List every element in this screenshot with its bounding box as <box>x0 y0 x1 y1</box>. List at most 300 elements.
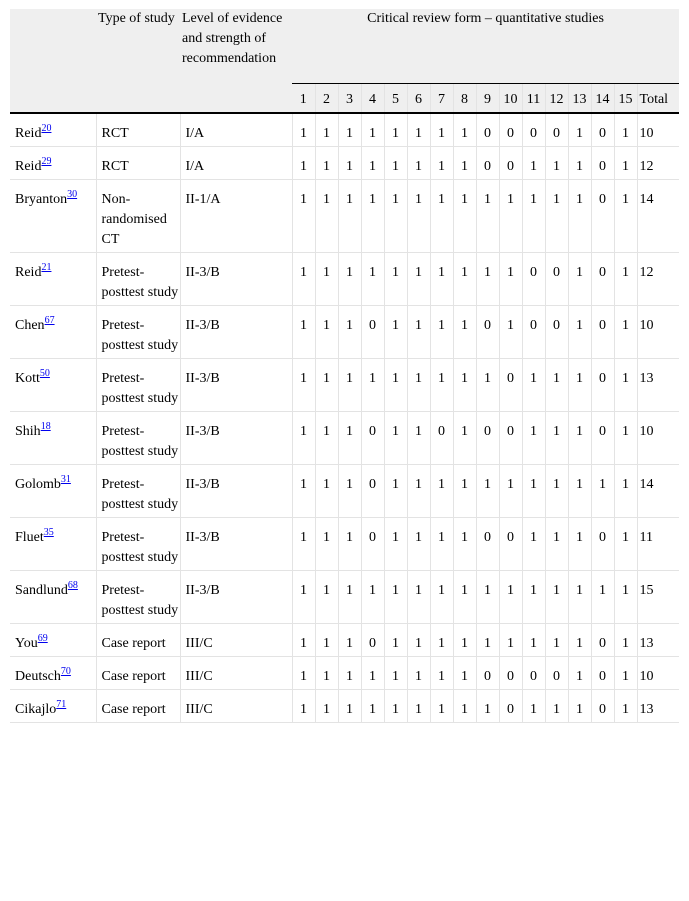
total-cell: 15 <box>637 571 679 624</box>
score-cell: 0 <box>591 412 614 465</box>
total-cell: 12 <box>637 253 679 306</box>
score-cell: 0 <box>499 147 522 180</box>
table-row <box>10 147 679 180</box>
score-cell: 1 <box>430 518 453 571</box>
score-cell: 1 <box>614 657 637 690</box>
score-cell: 1 <box>292 465 315 518</box>
item-number-header: 8 <box>453 84 476 113</box>
score-cell: 1 <box>614 147 637 180</box>
table-row <box>10 113 679 147</box>
score-cell: 0 <box>591 359 614 412</box>
table-row <box>10 180 679 253</box>
score-cell: 1 <box>315 465 338 518</box>
score-cell: 1 <box>384 412 407 465</box>
table-row <box>10 306 679 359</box>
item-number-header: 14 <box>591 84 614 113</box>
score-cell: 1 <box>568 113 591 147</box>
score-cell: 1 <box>614 412 637 465</box>
author-cell <box>10 518 96 571</box>
score-cell: 0 <box>591 253 614 306</box>
score-cell: 0 <box>476 412 499 465</box>
item-number-header: 10 <box>499 84 522 113</box>
author-cell <box>10 306 96 359</box>
item-number-header: 7 <box>430 84 453 113</box>
study-type-cell: Pretest-posttest study <box>96 253 180 306</box>
score-cell: 0 <box>476 306 499 359</box>
score-cell: 1 <box>430 147 453 180</box>
score-cell: 1 <box>453 412 476 465</box>
author-name: Reid <box>15 265 42 280</box>
score-cell: 1 <box>499 180 522 253</box>
score-cell: 1 <box>522 147 545 180</box>
item-number-header: 5 <box>384 84 407 113</box>
author-name: Bryanton <box>15 192 68 207</box>
score-cell: 1 <box>545 624 568 657</box>
score-cell: 1 <box>568 624 591 657</box>
score-cell: 1 <box>315 412 338 465</box>
score-cell: 1 <box>614 690 637 723</box>
study-type-cell: Case report <box>96 624 180 657</box>
score-cell: 0 <box>545 113 568 147</box>
score-cell: 0 <box>591 147 614 180</box>
total-cell: 11 <box>637 518 679 571</box>
score-cell: 1 <box>545 147 568 180</box>
score-cell: 0 <box>361 306 384 359</box>
item-number-header: 4 <box>361 84 384 113</box>
score-cell: 1 <box>407 180 430 253</box>
score-cell: 1 <box>430 465 453 518</box>
score-cell: 1 <box>338 690 361 723</box>
score-cell: 1 <box>591 571 614 624</box>
score-cell: 1 <box>568 518 591 571</box>
table-row <box>10 690 679 723</box>
score-cell: 1 <box>568 147 591 180</box>
critical-review-table <box>10 9 679 723</box>
score-cell: 0 <box>522 253 545 306</box>
author-name: Reid <box>15 159 42 174</box>
study-type-cell: Pretest-posttest study <box>96 518 180 571</box>
reference-link[interactable]: 30 <box>67 189 78 200</box>
score-cell: 1 <box>315 571 338 624</box>
author-cell <box>10 465 96 518</box>
score-cell: 0 <box>476 518 499 571</box>
total-cell: 10 <box>637 657 679 690</box>
score-cell: 1 <box>568 180 591 253</box>
table-row <box>10 624 679 657</box>
study-type-cell: RCT <box>96 113 180 147</box>
total-cell: 10 <box>637 306 679 359</box>
item-number-header: 1 <box>292 84 315 113</box>
score-cell: 0 <box>591 518 614 571</box>
table-body <box>10 113 679 723</box>
score-cell: 1 <box>407 624 430 657</box>
total-cell: 14 <box>637 465 679 518</box>
score-cell: 0 <box>522 113 545 147</box>
score-cell: 1 <box>292 180 315 253</box>
score-cell: 0 <box>499 690 522 723</box>
score-cell: 0 <box>361 518 384 571</box>
evidence-level-cell: I/A <box>180 113 292 147</box>
score-cell: 1 <box>361 113 384 147</box>
score-cell: 0 <box>476 147 499 180</box>
score-cell: 1 <box>568 253 591 306</box>
author-name: Chen <box>15 318 45 333</box>
score-cell: 1 <box>568 571 591 624</box>
score-cell: 1 <box>292 359 315 412</box>
score-cell: 1 <box>384 180 407 253</box>
evidence-level-cell: II-3/B <box>180 465 292 518</box>
author-cell <box>10 180 96 253</box>
score-cell: 1 <box>315 180 338 253</box>
score-cell: 1 <box>453 518 476 571</box>
score-cell: 1 <box>384 113 407 147</box>
score-cell: 0 <box>545 306 568 359</box>
score-cell: 1 <box>384 147 407 180</box>
evidence-level-cell: III/C <box>180 690 292 723</box>
score-cell: 1 <box>453 359 476 412</box>
score-cell: 0 <box>591 180 614 253</box>
author-name: Deutsch <box>15 669 61 684</box>
score-cell: 1 <box>453 690 476 723</box>
score-cell: 1 <box>407 412 430 465</box>
score-cell: 1 <box>407 359 430 412</box>
score-cell: 1 <box>430 253 453 306</box>
score-cell: 1 <box>292 624 315 657</box>
score-cell: 1 <box>522 359 545 412</box>
score-cell: 1 <box>614 359 637 412</box>
score-cell: 1 <box>568 359 591 412</box>
score-cell: 1 <box>591 465 614 518</box>
author-name: Kott <box>15 371 40 386</box>
score-cell: 1 <box>545 465 568 518</box>
evidence-level-cell: II-3/B <box>180 412 292 465</box>
evidence-level-cell: II-3/B <box>180 571 292 624</box>
evidence-level-cell: II-1/A <box>180 180 292 253</box>
score-cell: 0 <box>476 113 499 147</box>
score-cell: 1 <box>430 306 453 359</box>
item-number-header: 12 <box>545 84 568 113</box>
score-cell: 0 <box>591 657 614 690</box>
reference-link[interactable]: 29 <box>41 156 52 167</box>
score-cell: 0 <box>591 624 614 657</box>
score-cell: 1 <box>292 571 315 624</box>
score-cell: 1 <box>292 306 315 359</box>
score-cell: 1 <box>315 147 338 180</box>
score-cell: 1 <box>568 465 591 518</box>
score-cell: 1 <box>338 359 361 412</box>
score-cell: 1 <box>614 253 637 306</box>
score-cell: 1 <box>545 518 568 571</box>
score-cell: 0 <box>591 690 614 723</box>
score-cell: 1 <box>522 624 545 657</box>
score-cell: 1 <box>407 657 430 690</box>
author-header <box>10 9 96 113</box>
score-cell: 1 <box>315 518 338 571</box>
score-cell: 1 <box>315 253 338 306</box>
score-cell: 1 <box>430 690 453 723</box>
score-cell: 1 <box>499 465 522 518</box>
score-cell: 1 <box>453 113 476 147</box>
score-cell: 1 <box>545 690 568 723</box>
score-cell: 0 <box>545 657 568 690</box>
total-cell: 12 <box>637 147 679 180</box>
score-cell: 1 <box>315 657 338 690</box>
score-cell: 1 <box>407 306 430 359</box>
reference-link[interactable]: 69 <box>37 633 48 644</box>
score-cell: 1 <box>338 180 361 253</box>
reference-link[interactable]: 70 <box>60 666 71 677</box>
score-cell: 1 <box>430 359 453 412</box>
score-cell: 0 <box>522 306 545 359</box>
author-name: Reid <box>15 126 42 141</box>
author-cell <box>10 359 96 412</box>
score-cell: 1 <box>315 359 338 412</box>
author-cell <box>10 657 96 690</box>
score-cell: 0 <box>499 412 522 465</box>
score-cell: 1 <box>430 657 453 690</box>
score-cell: 1 <box>338 147 361 180</box>
total-cell: 13 <box>637 624 679 657</box>
author-name: Shih <box>15 424 41 439</box>
reference-link[interactable]: 50 <box>39 368 50 379</box>
score-cell: 1 <box>384 571 407 624</box>
score-cell: 1 <box>292 147 315 180</box>
total-cell: 13 <box>637 690 679 723</box>
score-cell: 1 <box>453 180 476 253</box>
table-row <box>10 359 679 412</box>
score-cell: 1 <box>292 253 315 306</box>
table-container <box>10 9 679 723</box>
score-cell: 1 <box>568 657 591 690</box>
evidence-level-cell: II-3/B <box>180 253 292 306</box>
score-cell: 1 <box>499 253 522 306</box>
score-cell: 1 <box>522 465 545 518</box>
score-cell: 1 <box>384 690 407 723</box>
score-cell: 1 <box>315 624 338 657</box>
score-cell: 0 <box>361 465 384 518</box>
score-cell: 1 <box>338 624 361 657</box>
score-cell: 1 <box>315 306 338 359</box>
score-cell: 1 <box>292 657 315 690</box>
table-row <box>10 412 679 465</box>
score-cell: 1 <box>453 624 476 657</box>
score-cell: 0 <box>430 412 453 465</box>
evidence-level-cell: II-3/B <box>180 359 292 412</box>
score-cell: 1 <box>292 113 315 147</box>
author-name: Sandlund <box>15 583 68 598</box>
score-cell: 0 <box>591 113 614 147</box>
score-cell: 0 <box>591 306 614 359</box>
study-type-cell: RCT <box>96 147 180 180</box>
score-cell: 0 <box>499 657 522 690</box>
score-cell: 0 <box>361 624 384 657</box>
level-of-evidence-header: Level of evidence and strength of recommendation <box>180 9 292 113</box>
reference-link[interactable]: 71 <box>56 699 67 710</box>
score-cell: 1 <box>338 306 361 359</box>
reference-link[interactable]: 31 <box>60 474 71 485</box>
score-cell: 1 <box>338 657 361 690</box>
score-cell: 1 <box>407 571 430 624</box>
table-header <box>10 9 679 113</box>
reference-link[interactable]: 68 <box>67 580 78 591</box>
author-cell <box>10 412 96 465</box>
score-cell: 1 <box>614 113 637 147</box>
author-name: Cikajlo <box>15 702 57 717</box>
score-cell: 1 <box>338 253 361 306</box>
score-cell: 1 <box>384 306 407 359</box>
score-cell: 0 <box>522 657 545 690</box>
score-cell: 1 <box>476 253 499 306</box>
score-cell: 1 <box>361 657 384 690</box>
score-cell: 1 <box>384 657 407 690</box>
study-type-cell: Pretest-posttest study <box>96 359 180 412</box>
score-cell: 1 <box>545 412 568 465</box>
score-cell: 1 <box>614 306 637 359</box>
table-row <box>10 518 679 571</box>
score-cell: 1 <box>407 113 430 147</box>
score-cell: 1 <box>614 624 637 657</box>
score-cell: 1 <box>453 306 476 359</box>
score-cell: 1 <box>522 518 545 571</box>
item-number-header: 15 <box>614 84 637 113</box>
score-cell: 1 <box>499 571 522 624</box>
score-cell: 1 <box>361 180 384 253</box>
score-cell: 1 <box>522 690 545 723</box>
evidence-level-cell: III/C <box>180 624 292 657</box>
author-name: You <box>15 636 38 651</box>
score-cell: 0 <box>476 657 499 690</box>
score-cell: 0 <box>545 253 568 306</box>
reference-link[interactable]: 67 <box>44 315 55 326</box>
evidence-level-cell: II-3/B <box>180 518 292 571</box>
score-cell: 1 <box>568 306 591 359</box>
score-cell: 1 <box>476 690 499 723</box>
score-cell: 1 <box>453 571 476 624</box>
score-cell: 1 <box>522 571 545 624</box>
score-cell: 1 <box>430 624 453 657</box>
item-number-header: 13 <box>568 84 591 113</box>
total-cell: 13 <box>637 359 679 412</box>
score-cell: 1 <box>453 147 476 180</box>
item-number-header: 2 <box>315 84 338 113</box>
score-cell: 1 <box>407 147 430 180</box>
reference-link[interactable]: 35 <box>43 527 54 538</box>
author-cell <box>10 690 96 723</box>
table-row <box>10 657 679 690</box>
score-cell: 1 <box>499 624 522 657</box>
score-cell: 0 <box>361 412 384 465</box>
table-row <box>10 465 679 518</box>
author-cell <box>10 113 96 147</box>
total-header: Total <box>637 84 679 113</box>
score-cell: 1 <box>568 412 591 465</box>
type-of-study-header: Type of study <box>96 9 180 113</box>
score-cell: 1 <box>522 412 545 465</box>
score-cell: 1 <box>338 518 361 571</box>
score-cell: 1 <box>545 571 568 624</box>
table-row <box>10 253 679 306</box>
score-cell: 0 <box>499 518 522 571</box>
author-cell <box>10 624 96 657</box>
score-cell: 1 <box>384 359 407 412</box>
total-cell: 14 <box>637 180 679 253</box>
score-cell: 1 <box>453 253 476 306</box>
reference-link[interactable]: 18 <box>40 421 51 432</box>
score-cell: 0 <box>499 359 522 412</box>
evidence-level-cell: II-3/B <box>180 306 292 359</box>
score-cell: 1 <box>361 253 384 306</box>
score-cell: 1 <box>545 359 568 412</box>
author-name: Fluet <box>15 530 44 545</box>
reference-link[interactable]: 20 <box>41 123 52 134</box>
score-cell: 1 <box>545 180 568 253</box>
item-number-header: 11 <box>522 84 545 113</box>
critical-review-header-cell <box>292 9 679 84</box>
score-cell: 1 <box>361 690 384 723</box>
score-cell: 1 <box>315 113 338 147</box>
study-type-cell: Pretest-posttest study <box>96 571 180 624</box>
author-cell <box>10 571 96 624</box>
score-cell: 1 <box>453 465 476 518</box>
study-type-cell: Pretest-posttest study <box>96 306 180 359</box>
score-cell: 1 <box>522 180 545 253</box>
score-cell: 1 <box>338 465 361 518</box>
evidence-level-cell: III/C <box>180 657 292 690</box>
author-name: Golomb <box>15 477 61 492</box>
score-cell: 1 <box>499 306 522 359</box>
score-cell: 1 <box>338 412 361 465</box>
score-cell: 1 <box>384 624 407 657</box>
critical-review-label: Critical review form – quantitative studies <box>367 11 604 26</box>
score-cell: 1 <box>614 465 637 518</box>
author-cell <box>10 147 96 180</box>
item-number-header: 3 <box>338 84 361 113</box>
score-cell: 1 <box>407 253 430 306</box>
score-cell: 1 <box>338 113 361 147</box>
study-type-cell: Case report <box>96 657 180 690</box>
score-cell: 1 <box>430 113 453 147</box>
score-cell: 1 <box>614 518 637 571</box>
score-cell: 1 <box>315 690 338 723</box>
score-cell: 1 <box>384 465 407 518</box>
study-type-cell: Pretest-posttest study <box>96 412 180 465</box>
score-cell: 1 <box>361 359 384 412</box>
study-type-cell: Case report <box>96 690 180 723</box>
score-cell: 1 <box>476 359 499 412</box>
evidence-level-cell: I/A <box>180 147 292 180</box>
score-cell: 1 <box>407 690 430 723</box>
total-cell: 10 <box>637 113 679 147</box>
score-cell: 1 <box>453 657 476 690</box>
score-cell: 1 <box>292 518 315 571</box>
score-cell: 1 <box>338 571 361 624</box>
study-type-cell: Non-randomised CT <box>96 180 180 253</box>
score-cell: 1 <box>476 465 499 518</box>
item-number-header: 6 <box>407 84 430 113</box>
author-cell <box>10 253 96 306</box>
score-cell: 1 <box>361 147 384 180</box>
score-cell: 1 <box>430 571 453 624</box>
total-cell: 10 <box>637 412 679 465</box>
score-cell: 1 <box>476 571 499 624</box>
score-cell: 1 <box>476 180 499 253</box>
score-cell: 1 <box>292 690 315 723</box>
score-cell: 0 <box>499 113 522 147</box>
score-cell: 1 <box>407 518 430 571</box>
score-cell: 1 <box>476 624 499 657</box>
reference-link[interactable]: 21 <box>41 262 52 273</box>
score-cell: 1 <box>614 571 637 624</box>
